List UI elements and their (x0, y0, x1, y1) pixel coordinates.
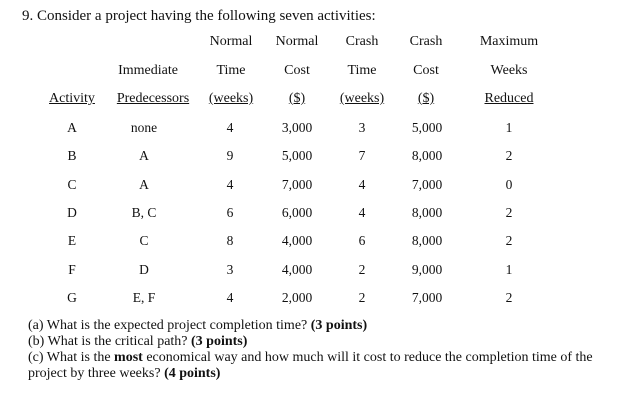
part-c-pre: (c) What is the (28, 350, 115, 365)
cell-normal-time: 4 (226, 290, 234, 305)
cell-crash-cost: 8,000 (411, 205, 443, 220)
header-max-weeks-2: Weeks (490, 63, 528, 78)
cell-normal-time: 6 (226, 205, 234, 220)
cell-activity: F (68, 262, 76, 277)
cell-max-weeks-reduced: 2 (505, 148, 513, 163)
question-title (22, 8, 376, 25)
cell-predecessors: C (139, 233, 149, 248)
cell-normal-time: 4 (226, 177, 234, 192)
cell-crash-cost: 9,000 (411, 262, 443, 277)
cell-crash-cost: 8,000 (411, 233, 443, 248)
question-number: 9. (22, 8, 34, 24)
header-predecessors-1: Immediate (118, 63, 178, 78)
header-activity: Activity (49, 91, 95, 106)
cell-max-weeks-reduced: 1 (505, 262, 513, 277)
cell-normal-time: 3 (226, 262, 234, 277)
question-parts (28, 318, 618, 382)
part-c-post: economical way and how much will it cost to reduce the completion time of the project by three weeks? (28, 350, 593, 381)
header-crash-time-1: Crash (345, 34, 379, 49)
cell-crash-time: 3 (358, 120, 366, 135)
header-crash-time-3: (weeks) (339, 91, 385, 106)
cell-normal-time: 8 (226, 233, 234, 248)
part-a-text: (a) What is the expected project completion time? (28, 318, 311, 333)
cell-max-weeks-reduced: 1 (505, 120, 513, 135)
cell-normal-time: 9 (226, 148, 234, 163)
cell-crash-time: 7 (358, 148, 366, 163)
cell-crash-time: 2 (358, 290, 366, 305)
cell-crash-time: 4 (358, 205, 366, 220)
part-b (28, 334, 618, 350)
cell-activity: D (67, 205, 77, 220)
cell-normal-cost: 6,000 (281, 205, 313, 220)
header-crash-time-2: Time (347, 63, 377, 78)
part-a-points: (3 points) (310, 318, 368, 333)
question-text: Consider a project having the following seven activities: (37, 8, 376, 24)
part-c-points: (4 points) (164, 366, 221, 381)
cell-predecessors: E, F (132, 290, 156, 305)
cell-max-weeks-reduced: 2 (505, 205, 513, 220)
cell-normal-cost: 7,000 (281, 177, 313, 192)
part-b-text: (b) What is the critical path? (28, 334, 192, 349)
cell-normal-cost: 4,000 (281, 262, 313, 277)
cell-max-weeks-reduced: 2 (505, 233, 513, 248)
cell-normal-cost: 4,000 (281, 233, 313, 248)
header-crash-cost-1: Crash (409, 34, 443, 49)
cell-crash-time: 4 (358, 177, 366, 192)
header-normal-time-2: Time (216, 63, 246, 78)
cell-predecessors: A (139, 148, 149, 163)
header-normal-time-1: Normal (209, 34, 253, 49)
cell-crash-cost: 7,000 (411, 177, 443, 192)
cell-crash-time: 2 (358, 262, 366, 277)
cell-max-weeks-reduced: 2 (505, 290, 513, 305)
cell-activity: C (67, 177, 77, 192)
cell-max-weeks-reduced: 0 (505, 177, 513, 192)
part-c (28, 350, 618, 382)
header-crash-cost-3: ($) (417, 91, 435, 106)
cell-crash-cost: 5,000 (411, 120, 443, 135)
header-normal-cost-3: ($) (288, 91, 306, 106)
part-b-points: (3 points) (191, 334, 248, 349)
cell-crash-cost: 7,000 (411, 290, 443, 305)
header-max-weeks-3: Reduced (484, 91, 534, 106)
header-normal-time-3: (weeks) (208, 91, 254, 106)
cell-activity: A (67, 120, 77, 135)
cell-normal-cost: 3,000 (281, 120, 313, 135)
cell-activity: B (67, 148, 77, 163)
header-crash-cost-2: Cost (413, 63, 439, 78)
part-c-emphasis: most (114, 350, 143, 365)
cell-predecessors: D (139, 262, 149, 277)
part-a (28, 318, 618, 334)
cell-activity: G (67, 290, 77, 305)
header-normal-cost-1: Normal (275, 34, 319, 49)
header-predecessors-2: Predecessors (116, 91, 190, 106)
cell-predecessors: B, C (131, 205, 157, 220)
cell-normal-cost: 2,000 (281, 290, 313, 305)
cell-crash-cost: 8,000 (411, 148, 443, 163)
cell-activity: E (67, 233, 77, 248)
cell-predecessors: none (130, 120, 158, 135)
cell-crash-time: 6 (358, 233, 366, 248)
cell-normal-time: 4 (226, 120, 234, 135)
cell-normal-cost: 5,000 (281, 148, 313, 163)
header-max-weeks-1: Maximum (479, 34, 539, 49)
header-normal-cost-2: Cost (284, 63, 310, 78)
cell-predecessors: A (139, 177, 149, 192)
